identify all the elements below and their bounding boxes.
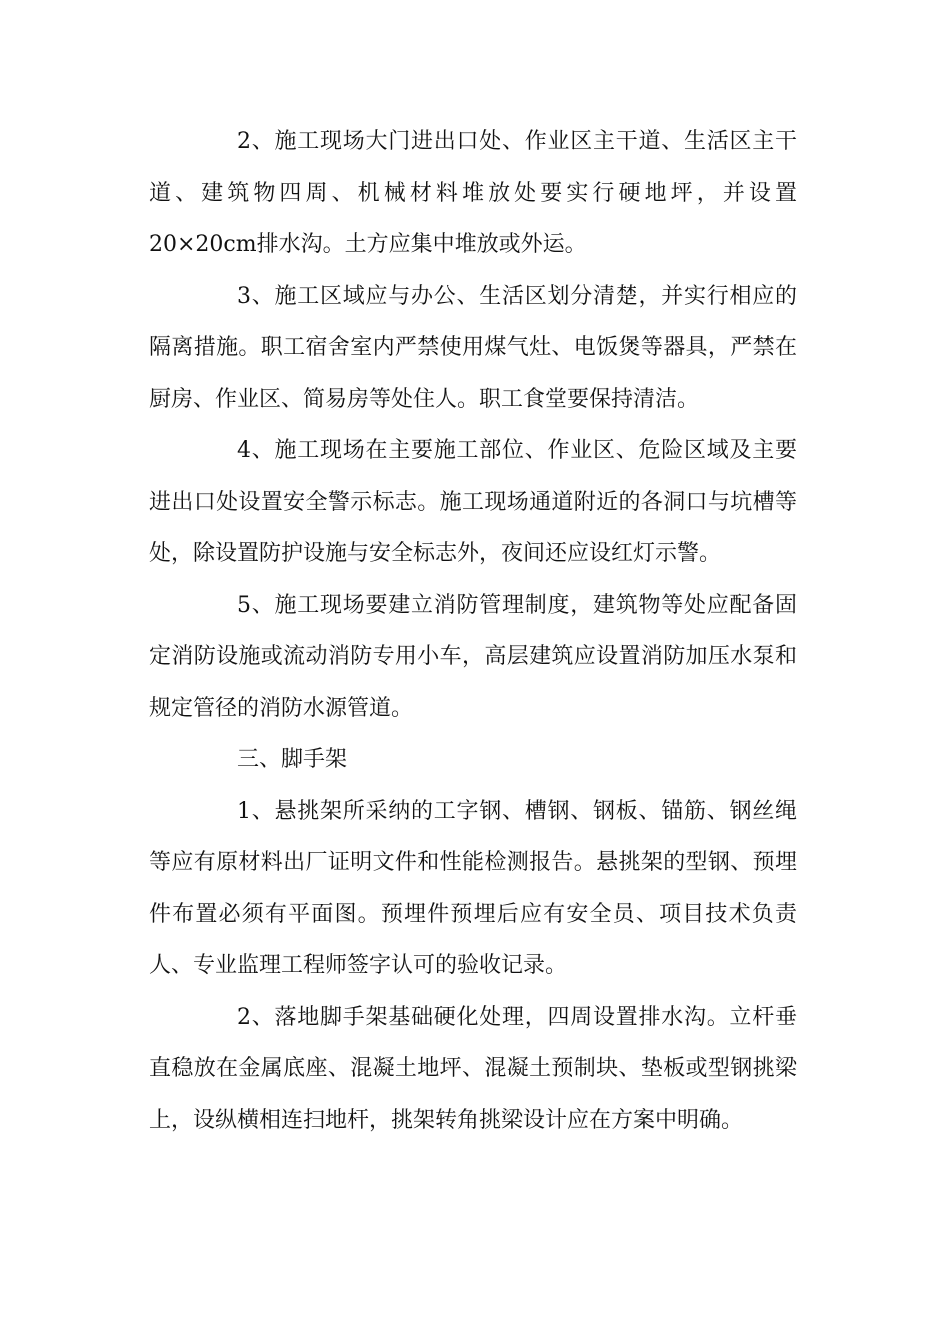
paragraph-area-separation: 3、施工区域应与办公、生活区划分清楚，并实行相应的隔离措施。职工宿舍室内严禁使用煤气灶、电饭煲等器具，严禁在厨房、作业区、简易房等处住人。职工食堂要保持清洁。 (149, 283, 797, 412)
paragraph-fire-management: 5、施工现场要建立消防管理制度，建筑物等处应配备固定消防设施或流动消防专用小车，高层建筑应设置消防加压水泵和规定管径的消防水源管道。 (149, 592, 797, 721)
document-body (149, 116, 797, 1146)
paragraph-warning-signs: 4、施工现场在主要施工部位、作业区、危险区域及主要进出口处设置安全警示标志。施工现场通道附近的各洞口与坑槽等处，除设置防护设施与安全标志外，夜间还应设红灯示警。 (149, 438, 797, 566)
paragraph-cantilever-scaffold: 1、悬挑架所采纳的工字钢、槽钢、钢板、锚筋、钢丝绳等应有原材料出厂证明文件和性能检测报告。悬挑架的型钢、预埋件布置必须有平面图。预埋件预埋后应有安全员、项目技术负责人、专业监理工程师签字认可的验收记录。 (149, 798, 797, 978)
paragraph-site-hardening: 2、施工现场大门进出口处、作业区主干道、生活区主干道、建筑物四周、机械材料堆放处要实行硬地坪，并设置20×20cm排水沟。土方应集中堆放或外运。 (149, 129, 797, 257)
section-heading-scaffolding: 三、脚手架 (237, 747, 348, 772)
paragraph-floor-scaffold: 2、落地脚手架基础硬化处理，四周设置排水沟。立杆垂直稳放在金属底座、混凝土地坪、混凝土预制块、垫板或型钢挑梁上，设纵横相连扫地杆，挑架转角挑梁设计应在方案中明确。 (149, 1004, 797, 1133)
